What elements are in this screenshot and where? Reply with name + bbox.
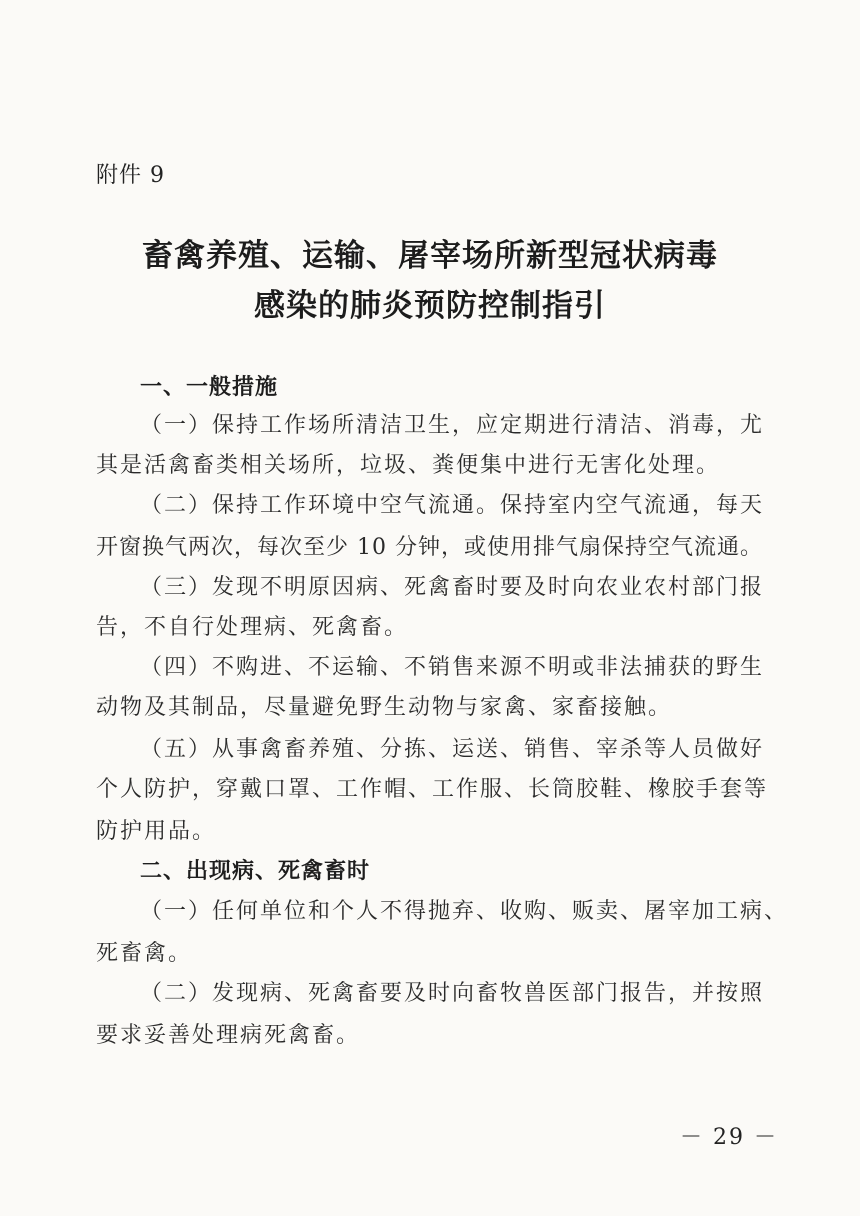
paragraph-line: 告，不自行处理病、死禽畜。 xyxy=(96,615,409,640)
paragraph-line: 防护用品。 xyxy=(96,819,217,844)
paragraph-line: 要求妥善处理病死禽畜。 xyxy=(96,1023,361,1048)
paragraph-line: （二）保持工作环境中空气流通。保持室内空气流通，每天 xyxy=(140,493,765,518)
document-title-line-1: 畜禽养殖、运输、屠宰场所新型冠状病毒 xyxy=(142,238,718,274)
paragraph-line: 个人防护，穿戴口罩、工作帽、工作服、长筒胶鞋、橡胶手套等 xyxy=(96,777,769,802)
paragraph-line: （二）发现病、死禽畜要及时向畜牧兽医部门报告，并按照 xyxy=(140,981,765,1006)
document-title-line-2: 感染的肺炎预防控制指引 xyxy=(254,288,606,324)
page-number: － 29 － xyxy=(680,1125,778,1150)
section-heading-sick-dead-animals: 二、出现病、死禽畜时 xyxy=(140,859,371,884)
paragraph-line: （三）发现不明原因病、死禽畜时要及时向农业农村部门报 xyxy=(140,575,765,600)
paragraph-line: 动物及其制品，尽量避免野生动物与家禽、家畜接触。 xyxy=(96,695,673,720)
paragraph-line: （一）任何单位和个人不得抛弃、收购、贩卖、屠宰加工病、 xyxy=(140,899,789,924)
paragraph-line: 开窗换气两次，每次至少 10 分钟，或使用排气扇保持空气流通。 xyxy=(96,535,763,560)
annex-label: 附件 9 xyxy=(96,163,165,188)
paragraph-line: 死畜禽。 xyxy=(96,941,193,966)
paragraph-line: （一）保持工作场所清洁卫生，应定期进行清洁、消毒，尤 xyxy=(140,413,765,438)
paragraph-line: 其是活禽畜类相关场所，垃圾、粪便集中进行无害化处理。 xyxy=(96,453,721,478)
paragraph-line: （四）不购进、不运输、不销售来源不明或非法捕获的野生 xyxy=(140,655,765,680)
section-heading-general-measures: 一、一般措施 xyxy=(140,375,279,400)
paragraph-line: （五）从事禽畜养殖、分拣、运送、销售、宰杀等人员做好 xyxy=(140,737,765,762)
